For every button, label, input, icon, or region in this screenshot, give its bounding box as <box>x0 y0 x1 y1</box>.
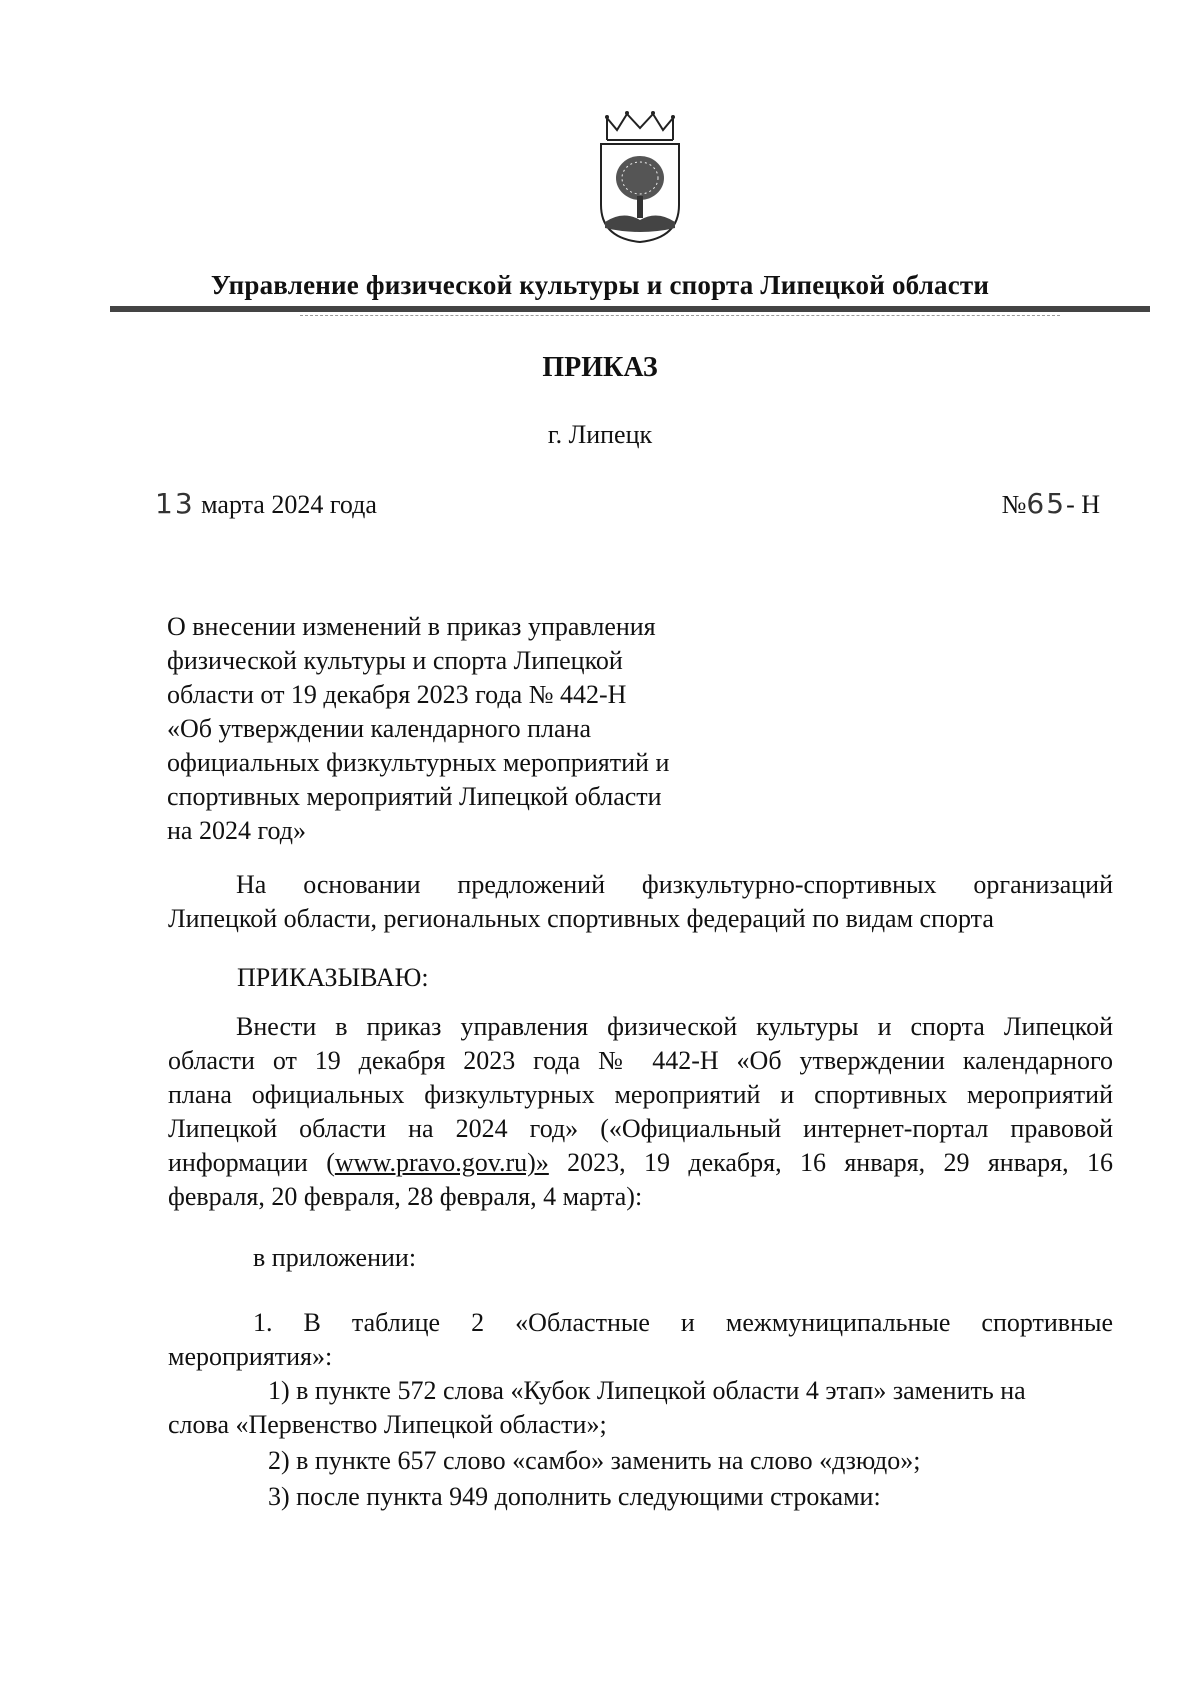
subject-line: О внесении изменений в приказ управления <box>167 612 656 641</box>
pravo-gov-link[interactable]: www.pravo.gov.ru)» <box>334 1148 549 1177</box>
main-paragraph <box>168 1010 1113 1214</box>
document-subject <box>167 610 727 848</box>
organization-title: Управление физической культуры и спорта Липецкой области <box>210 270 990 300</box>
basis-paragraph <box>168 868 1113 936</box>
main-line-part: 2023, 19 декабря, 16 января, 29 января, 16 <box>548 1148 1113 1177</box>
basis-line: Липецкой области, региональных спортивных федераций по видам спорта <box>168 904 994 933</box>
order-word: ПРИКАЗЫВАЮ: <box>237 963 429 992</box>
date-day-handwritten: 13 <box>155 487 195 520</box>
main-line: Липецкой области на 2024 год» («Официальный интернет-портал правовой <box>168 1114 1113 1143</box>
document-number <box>1002 487 1100 520</box>
document-city: г. Липецк <box>547 420 653 449</box>
main-line: Внести в приказ управления физической культуры и спорта Липецкой <box>236 1012 1113 1041</box>
coat-of-arms-emblem <box>595 110 685 245</box>
number-prefix: № <box>1001 490 1027 519</box>
number-handwritten: 65 <box>1026 487 1067 520</box>
header-divider-secondary <box>300 315 1060 317</box>
document-type: ПРИКАЗ <box>542 352 658 383</box>
item-1-line: мероприятия»: <box>168 1342 333 1371</box>
number-suffix: - Н <box>1066 490 1100 519</box>
annex-heading: в приложении: <box>253 1243 417 1272</box>
header-divider <box>110 306 1150 312</box>
main-line <box>168 1146 1113 1180</box>
subitem-2: 2) в пункте 657 слово «самбо» заменить на слово «дзюдо»; <box>268 1446 921 1475</box>
main-line-part: информации ( <box>168 1148 335 1177</box>
subitem-1-line: слова «Первенство Липецкой области»; <box>168 1410 607 1439</box>
subject-line: физической культуры и спорта Липецкой <box>167 646 623 675</box>
subject-line: спортивных мероприятий Липецкой области <box>167 782 662 811</box>
subject-line: области от 19 декабря 2023 года № 442-Н <box>167 680 627 709</box>
item-1-line: 1. В таблице 2 «Областные и межмуниципальные спортивные <box>253 1308 1113 1337</box>
subject-line: на 2024 год» <box>167 816 306 845</box>
subitem-1-line: 1) в пункте 572 слова «Кубок Липецкой области 4 этап» заменить на <box>268 1376 1026 1405</box>
subject-line: официальных физкультурных мероприятий и <box>167 748 670 777</box>
subitem-3: 3) после пункта 949 дополнить следующими строками: <box>268 1482 881 1511</box>
document-date <box>155 487 377 520</box>
main-line: области от 19 декабря 2023 года № 442-Н «Об утверждении календарного <box>168 1046 1113 1075</box>
main-line: плана официальных физкультурных мероприятий и спортивных мероприятий <box>168 1080 1113 1109</box>
item-1 <box>168 1306 1113 1374</box>
basis-line: На основании предложений физкультурно-спортивных организаций <box>236 870 1113 899</box>
main-line: февраля, 20 февраля, 28 февраля, 4 марта): <box>168 1182 643 1211</box>
subject-line: «Об утверждении календарного плана <box>167 714 592 743</box>
date-rest: марта 2024 года <box>194 490 377 519</box>
